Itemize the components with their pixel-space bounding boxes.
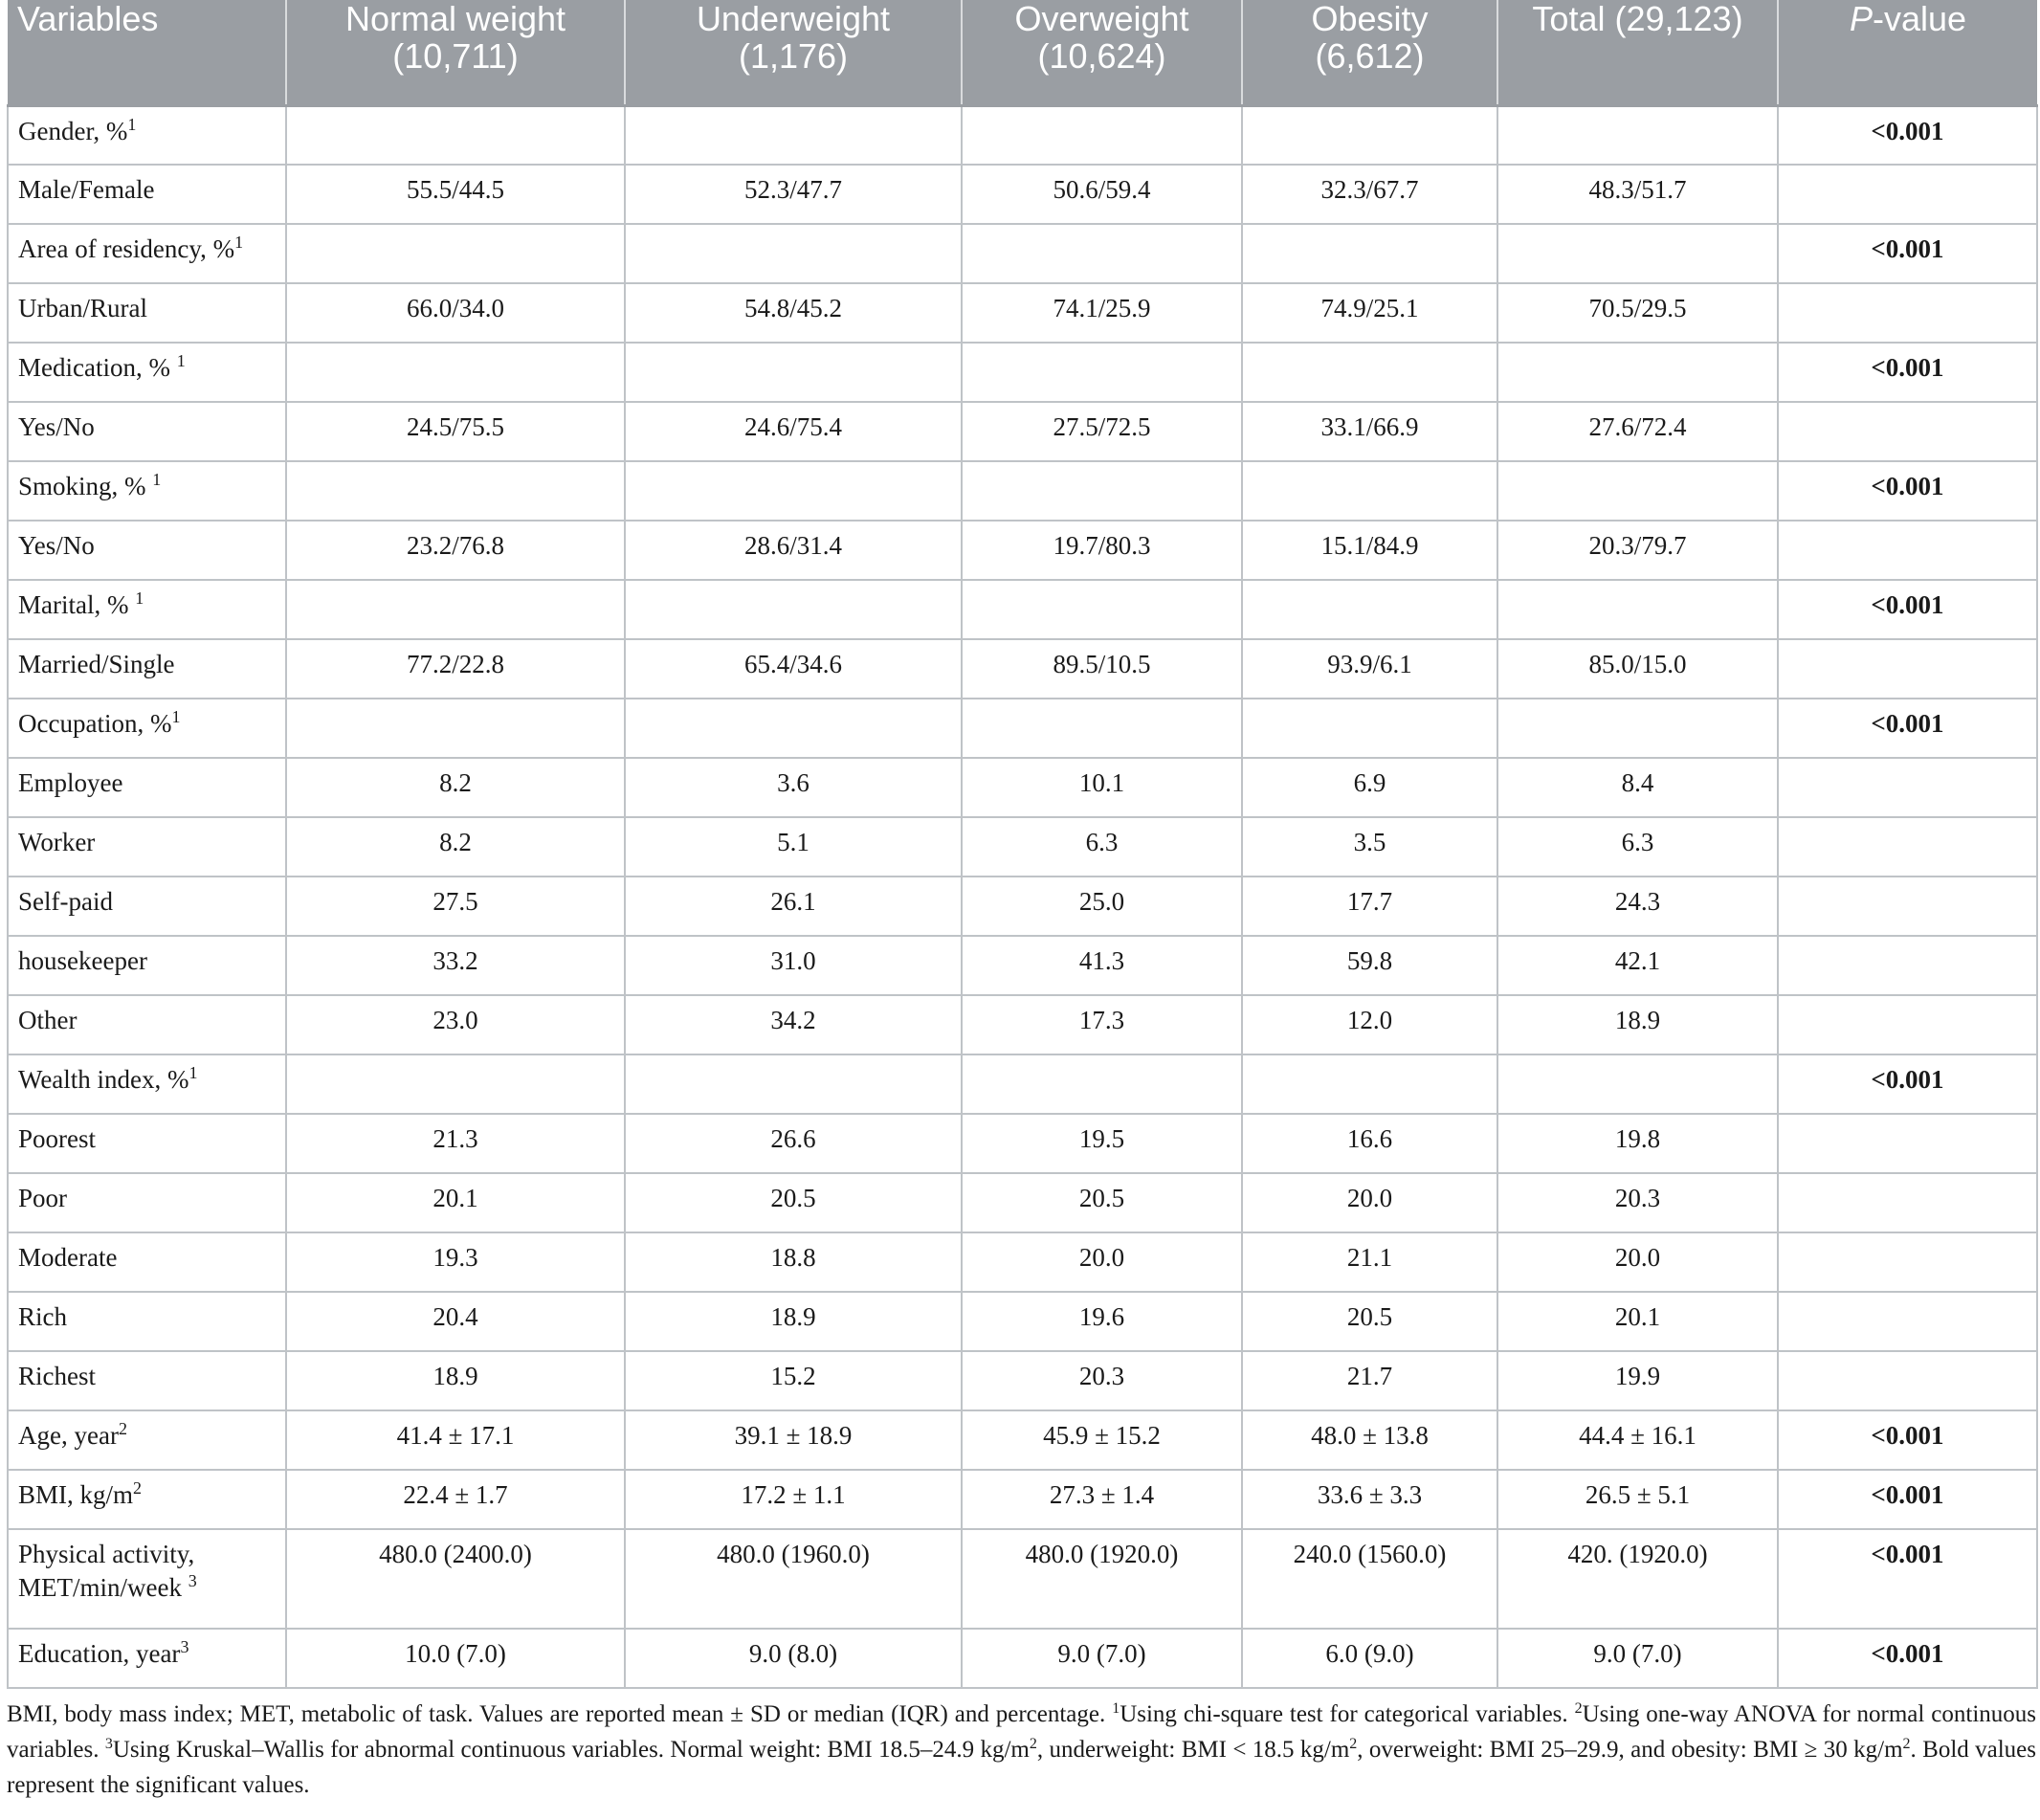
table-cell <box>286 1054 625 1114</box>
p-value-cell <box>1778 877 2037 936</box>
table-cell: 18.9 <box>1497 995 1778 1054</box>
table-row <box>8 165 2037 224</box>
table-cell <box>962 580 1242 639</box>
p-value-cell <box>1778 402 2037 461</box>
table-cell: 27.5/72.5 <box>962 402 1242 461</box>
p-value-cell <box>1778 639 2037 699</box>
table-cell: 65.4/34.6 <box>625 639 962 699</box>
table-cell <box>1242 343 1497 402</box>
data-table <box>7 0 2038 1689</box>
table-cell: 8.2 <box>286 817 625 877</box>
row-label: Yes/No <box>8 402 286 461</box>
table-cell <box>1242 1054 1497 1114</box>
p-value-cell <box>1778 1114 2037 1173</box>
table-row <box>8 1054 2037 1114</box>
table-cell: 19.6 <box>962 1292 1242 1351</box>
table-cell: 20.4 <box>286 1292 625 1351</box>
table-cell: 19.5 <box>962 1114 1242 1173</box>
table-cell: 21.7 <box>1242 1351 1497 1410</box>
table-cell <box>962 461 1242 521</box>
header-obesity: Obesity (6,612) <box>1242 0 1497 105</box>
table-cell: 33.6 ± 3.3 <box>1242 1470 1497 1529</box>
table-cell: 6.9 <box>1242 758 1497 817</box>
table-row <box>8 224 2037 283</box>
table-cell: 17.3 <box>962 995 1242 1054</box>
table-cell: 74.1/25.9 <box>962 283 1242 343</box>
table-cell <box>1497 699 1778 758</box>
header-p-value: P-value <box>1778 0 2037 105</box>
table-cell: 20.3 <box>962 1351 1242 1410</box>
p-value-cell <box>1778 1232 2037 1292</box>
table-cell: 9.0 (7.0) <box>962 1629 1242 1688</box>
table-cell: 6.0 (9.0) <box>1242 1629 1497 1688</box>
table-cell <box>962 105 1242 165</box>
table-row <box>8 936 2037 995</box>
table-cell: 10.0 (7.0) <box>286 1629 625 1688</box>
row-label: Physical activity, MET/min/week $^3$ <box>8 1529 286 1629</box>
table-cell <box>962 224 1242 283</box>
row-label: Marital, % $^1$ <box>8 580 286 639</box>
table-cell: 22.4 ± 1.7 <box>286 1470 625 1529</box>
table-cell: 33.2 <box>286 936 625 995</box>
table-cell: 420. (1920.0) <box>1497 1529 1778 1629</box>
table-cell <box>962 1054 1242 1114</box>
p-value-cell <box>1778 817 2037 877</box>
table-cell: 19.7/80.3 <box>962 521 1242 580</box>
table-cell <box>286 699 625 758</box>
row-label: Other <box>8 995 286 1054</box>
table-cell: 27.5 <box>286 877 625 936</box>
table-cell: 6.3 <box>962 817 1242 877</box>
table-cell: 240.0 (1560.0) <box>1242 1529 1497 1629</box>
table-cell: 18.9 <box>625 1292 962 1351</box>
table-cell: 34.2 <box>625 995 962 1054</box>
table-cell: 480.0 (1920.0) <box>962 1529 1242 1629</box>
table-cell <box>1497 580 1778 639</box>
table-cell: 20.3 <box>1497 1173 1778 1232</box>
p-value-cell: <0.001 <box>1778 1410 2037 1470</box>
table-cell: 85.0/15.0 <box>1497 639 1778 699</box>
table-cell <box>286 105 625 165</box>
table-cell: 15.2 <box>625 1351 962 1410</box>
table-cell <box>286 580 625 639</box>
row-label: Education, year$^3$ <box>8 1629 286 1688</box>
table-cell: 48.3/51.7 <box>1497 165 1778 224</box>
table-row <box>8 639 2037 699</box>
table-cell: 9.0 (8.0) <box>625 1629 962 1688</box>
table-cell <box>1497 1054 1778 1114</box>
table-cell: 31.0 <box>625 936 962 995</box>
table-cell <box>625 343 962 402</box>
table-cell: 74.9/25.1 <box>1242 283 1497 343</box>
table-cell <box>1497 343 1778 402</box>
table-cell: 21.1 <box>1242 1232 1497 1292</box>
table-cell: 20.1 <box>286 1173 625 1232</box>
table-cell: 28.6/31.4 <box>625 521 962 580</box>
header-variables: Variables <box>8 0 286 105</box>
p-value-cell: <0.001 <box>1778 580 2037 639</box>
header-overweight: Overweight (10,624) <box>962 0 1242 105</box>
table-cell: 12.0 <box>1242 995 1497 1054</box>
table-cell: 20.5 <box>1242 1292 1497 1351</box>
table-cell: 77.2/22.8 <box>286 639 625 699</box>
table-row <box>8 995 2037 1054</box>
row-label: Poorest <box>8 1114 286 1173</box>
p-value-cell: <0.001 <box>1778 1470 2037 1529</box>
table-row <box>8 343 2037 402</box>
table-cell <box>1497 105 1778 165</box>
table-cell <box>1242 461 1497 521</box>
table-cell <box>625 1054 962 1114</box>
table-cell: 19.3 <box>286 1232 625 1292</box>
table-cell: 20.5 <box>962 1173 1242 1232</box>
row-label: Male/Female <box>8 165 286 224</box>
table-cell <box>1242 224 1497 283</box>
row-label: Employee <box>8 758 286 817</box>
table-cell: 32.3/67.7 <box>1242 165 1497 224</box>
p-value-cell <box>1778 1173 2037 1232</box>
table-cell <box>962 699 1242 758</box>
p-value-cell <box>1778 936 2037 995</box>
p-value-cell: <0.001 <box>1778 224 2037 283</box>
table-cell: 42.1 <box>1497 936 1778 995</box>
p-value-cell <box>1778 995 2037 1054</box>
table-row <box>8 580 2037 639</box>
table-cell: 41.3 <box>962 936 1242 995</box>
header-normal-weight: Normal weight (10,711) <box>286 0 625 105</box>
table-cell: 26.6 <box>625 1114 962 1173</box>
table-cell: 48.0 ± 13.8 <box>1242 1410 1497 1470</box>
table-row <box>8 1629 2037 1688</box>
table-cell: 20.3/79.7 <box>1497 521 1778 580</box>
table-row <box>8 817 2037 877</box>
table-cell: 54.8/45.2 <box>625 283 962 343</box>
row-label: Occupation, %$^1$ <box>8 699 286 758</box>
table-cell <box>1497 224 1778 283</box>
header-underweight: Underweight (1,176) <box>625 0 962 105</box>
table-cell: 20.0 <box>1497 1232 1778 1292</box>
table-cell: 480.0 (1960.0) <box>625 1529 962 1629</box>
row-label: Medication, % $^1$ <box>8 343 286 402</box>
table-cell: 44.4 ± 16.1 <box>1497 1410 1778 1470</box>
table-cell: 39.1 ± 18.9 <box>625 1410 962 1470</box>
row-label: Urban/Rural <box>8 283 286 343</box>
p-value-cell: <0.001 <box>1778 1529 2037 1629</box>
table-cell <box>1242 699 1497 758</box>
header-row <box>8 0 2037 105</box>
table-cell: 17.2 ± 1.1 <box>625 1470 962 1529</box>
table-row <box>8 1351 2037 1410</box>
table-cell: 27.6/72.4 <box>1497 402 1778 461</box>
table-cell: 20.1 <box>1497 1292 1778 1351</box>
table-cell <box>286 224 625 283</box>
table-row <box>8 1292 2037 1351</box>
table-cell: 20.0 <box>1242 1173 1497 1232</box>
table-cell: 6.3 <box>1497 817 1778 877</box>
table-container <box>7 0 2036 1803</box>
table-row <box>8 877 2037 936</box>
table-cell <box>625 699 962 758</box>
table-row <box>8 521 2037 580</box>
row-label: Richest <box>8 1351 286 1410</box>
table-cell <box>1497 461 1778 521</box>
p-value-cell: <0.001 <box>1778 699 2037 758</box>
row-label: Yes/No <box>8 521 286 580</box>
table-cell: 26.1 <box>625 877 962 936</box>
table-row <box>8 1410 2037 1470</box>
row-label: Wealth index, %$^1$ <box>8 1054 286 1114</box>
table-cell <box>1242 105 1497 165</box>
table-cell: 23.2/76.8 <box>286 521 625 580</box>
table-cell: 18.8 <box>625 1232 962 1292</box>
table-cell <box>625 105 962 165</box>
table-cell: 23.0 <box>286 995 625 1054</box>
table-row <box>8 402 2037 461</box>
table-cell: 8.2 <box>286 758 625 817</box>
table-cell: 89.5/10.5 <box>962 639 1242 699</box>
table-cell <box>625 580 962 639</box>
table-cell <box>286 461 625 521</box>
table-cell: 5.1 <box>625 817 962 877</box>
table-row <box>8 283 2037 343</box>
row-label: Age, year$^2$ <box>8 1410 286 1470</box>
p-value-cell <box>1778 165 2037 224</box>
table-cell: 15.1/84.9 <box>1242 521 1497 580</box>
table-cell: 25.0 <box>962 877 1242 936</box>
row-label: Area of residency, %$^1$ <box>8 224 286 283</box>
p-value-cell: <0.001 <box>1778 343 2037 402</box>
table-cell: 20.5 <box>625 1173 962 1232</box>
table-cell: 24.5/75.5 <box>286 402 625 461</box>
table-cell <box>1242 580 1497 639</box>
table-row <box>8 699 2037 758</box>
header-total: Total (29,123) <box>1497 0 1778 105</box>
table-cell: 9.0 (7.0) <box>1497 1629 1778 1688</box>
table-cell: 55.5/44.5 <box>286 165 625 224</box>
table-row <box>8 1114 2037 1173</box>
table-cell: 18.9 <box>286 1351 625 1410</box>
table-cell: 8.4 <box>1497 758 1778 817</box>
table-cell <box>625 461 962 521</box>
table-row <box>8 105 2037 165</box>
table-cell: 33.1/66.9 <box>1242 402 1497 461</box>
table-cell: 21.3 <box>286 1114 625 1173</box>
table-cell <box>286 343 625 402</box>
table-cell: 19.9 <box>1497 1351 1778 1410</box>
table-cell: 27.3 ± 1.4 <box>962 1470 1242 1529</box>
table-row <box>8 1173 2037 1232</box>
table-row <box>8 1529 2037 1629</box>
table-cell: 20.0 <box>962 1232 1242 1292</box>
table-row <box>8 758 2037 817</box>
table-cell: 3.5 <box>1242 817 1497 877</box>
p-value-cell: <0.001 <box>1778 1629 2037 1688</box>
p-value-cell <box>1778 283 2037 343</box>
table-cell: 50.6/59.4 <box>962 165 1242 224</box>
table-body <box>8 105 2037 1688</box>
p-value-cell <box>1778 758 2037 817</box>
row-label: Worker <box>8 817 286 877</box>
table-cell: 59.8 <box>1242 936 1497 995</box>
table-cell: 66.0/34.0 <box>286 283 625 343</box>
row-label: Married/Single <box>8 639 286 699</box>
table-cell: 26.5 ± 5.1 <box>1497 1470 1778 1529</box>
table-cell: 24.3 <box>1497 877 1778 936</box>
table-cell: 93.9/6.1 <box>1242 639 1497 699</box>
table-cell: 3.6 <box>625 758 962 817</box>
table-cell: 480.0 (2400.0) <box>286 1529 625 1629</box>
table-cell: 45.9 ± 15.2 <box>962 1410 1242 1470</box>
table-cell: 16.6 <box>1242 1114 1497 1173</box>
row-label: Gender, %$^1$ <box>8 105 286 165</box>
table-row <box>8 461 2037 521</box>
row-label: Self-paid <box>8 877 286 936</box>
table-cell: 19.8 <box>1497 1114 1778 1173</box>
row-label: BMI, $kg/m^2$ <box>8 1470 286 1529</box>
p-value-cell <box>1778 521 2037 580</box>
table-cell: 10.1 <box>962 758 1242 817</box>
table-cell: 24.6/75.4 <box>625 402 962 461</box>
table-cell <box>962 343 1242 402</box>
p-value-cell: <0.001 <box>1778 1054 2037 1114</box>
table-cell: 70.5/29.5 <box>1497 283 1778 343</box>
table-row <box>8 1232 2037 1292</box>
row-label: Smoking, % $^1$ <box>8 461 286 521</box>
row-label: Poor <box>8 1173 286 1232</box>
p-value-cell <box>1778 1292 2037 1351</box>
row-label: Rich <box>8 1292 286 1351</box>
table-cell: 52.3/47.7 <box>625 165 962 224</box>
table-row <box>8 1470 2037 1529</box>
table-cell <box>625 224 962 283</box>
table-footnote: BMI, body mass index; MET, metabolic of task. Values are reported mean ± SD or median (IQR) and percentage. $^1$Using chi-square test for categorical variables. $^2$Using one-way ANOVA for normal continuous variables. $^3$Using Kruskal–Wallis for abnormal continuous variables. Normal weight: BMI 18.5–24.9 $kg/m^2$, underweight: BMI < 18.5 $kg/m^2$, overweight: BMI 25–29.9, and obesity: BMI ≥ 30 $kg/m^2$. Bold values represent the significant values. <box>7 1700 2036 1798</box>
table-cell: 17.7 <box>1242 877 1497 936</box>
p-value-cell <box>1778 1351 2037 1410</box>
p-value-cell: <0.001 <box>1778 461 2037 521</box>
row-label: Moderate <box>8 1232 286 1292</box>
table-cell: 41.4 ± 17.1 <box>286 1410 625 1470</box>
p-value-cell: <0.001 <box>1778 105 2037 165</box>
row-label: housekeeper <box>8 936 286 995</box>
